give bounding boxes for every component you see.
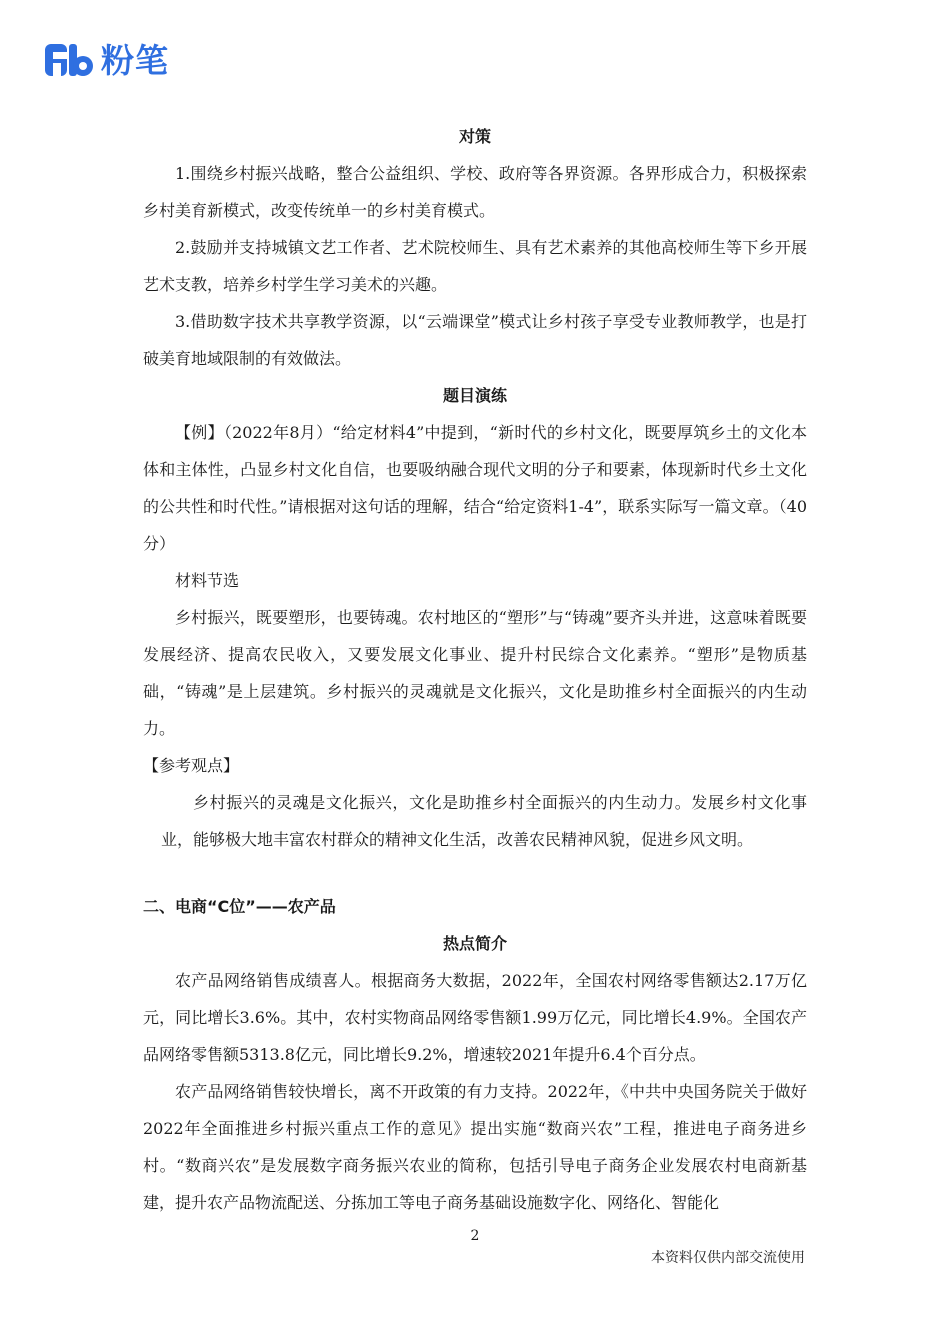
duice-item-1: 1.围绕乡村振兴战略，整合公益组织、学校、政府等各界资源。各界形成合力，积极探索乡村美育新模式，改变传统单一的乡村美育模式。 (143, 164, 807, 220)
section-gap (143, 858, 807, 888)
hot-paragraph-2: 农产品网络销售较快增长，离不开政策的有力支持。2022年，《中共中央国务院关于做好2022年全面推进乡村振兴重点工作的意见》提出实施“数商兴农”工程，推进电子商务进乡村。“数商兴农”是发展数字商务振兴农业的简称，包括引导电子商务企业发展农村电商新基建，提升农产品物流配送、分拣加工等电子商务基础设施数字化、网络化、智能化 (143, 1082, 807, 1212)
brand-name: 粉笔 (101, 40, 169, 80)
material-text: 乡村振兴，既要塑形，也要铸魂。农村地区的“塑形”与“铸魂”要齐头并进，这意味着既要发展经济、提高农民收入，又要发展文化事业、提升村民综合文化素养。“塑形”是物质基础，“铸魂”是上层建筑。乡村振兴的灵魂就是文化振兴，文化是助推乡村全面振兴的内生动力。 (143, 608, 807, 738)
duice-item-2: 2.鼓励并支持城镇文艺工作者、艺术院校师生、具有艺术素养的其他高校师生等下乡开展艺术支教，培养乡村学生学习美术的兴趣。 (143, 238, 807, 294)
section-heading-duice: 对策 (458, 127, 491, 146)
fenbi-logo-icon (43, 40, 95, 80)
reference-text: 乡村振兴的灵魂是文化振兴，文化是助推乡村全面振兴的内生动力。发展乡村文化事业，能够极大地丰富农村群众的精神文化生活，改善农民精神风貌，促进乡风文明。 (161, 793, 807, 849)
section-heading-hot: 热点简介 (442, 934, 507, 953)
material-label: 材料节选 (175, 571, 240, 590)
section-heading-ecommerce: 二、电商“C位”——农产品 (143, 897, 336, 916)
page-number: 2 (470, 1228, 480, 1244)
hot-paragraph-1: 农产品网络销售成绩喜人。根据商务大数据，2022年，全国农村网络零售额达2.17万亿元，同比增长3.6%。其中，农村实物商品网络零售额1.99万亿元，同比增长4.9%。全国农产品网络零售额5313.8亿元，同比增长9.2%，增速较2021年提升6.4个百分点。 (143, 971, 807, 1064)
footer-note: 本资料仅供内部交流使用 (651, 1250, 805, 1266)
document-body (143, 118, 807, 1221)
brand-logo (43, 40, 169, 80)
duice-item-3: 3.借助数字技术共享教学资源，以“云端课堂”模式让乡村孩子享受专业教师教学，也是打破美育地域限制的有效做法。 (143, 312, 807, 368)
reference-label: 【参考观点】 (143, 756, 240, 775)
section-heading-practice: 题目演练 (442, 386, 507, 405)
example-question: 【例】（2022年8月）“给定材料4”中提到，“新时代的乡村文化，既要厚筑乡土的文化本体和主体性，凸显乡村文化自信，也要吸纳融合现代文明的分子和要素，体现新时代乡土文化的公共性和时代性。”请根据对这句话的理解，结合“给定资料1-4”，联系实际写一篇文章。（40分） (143, 423, 807, 553)
